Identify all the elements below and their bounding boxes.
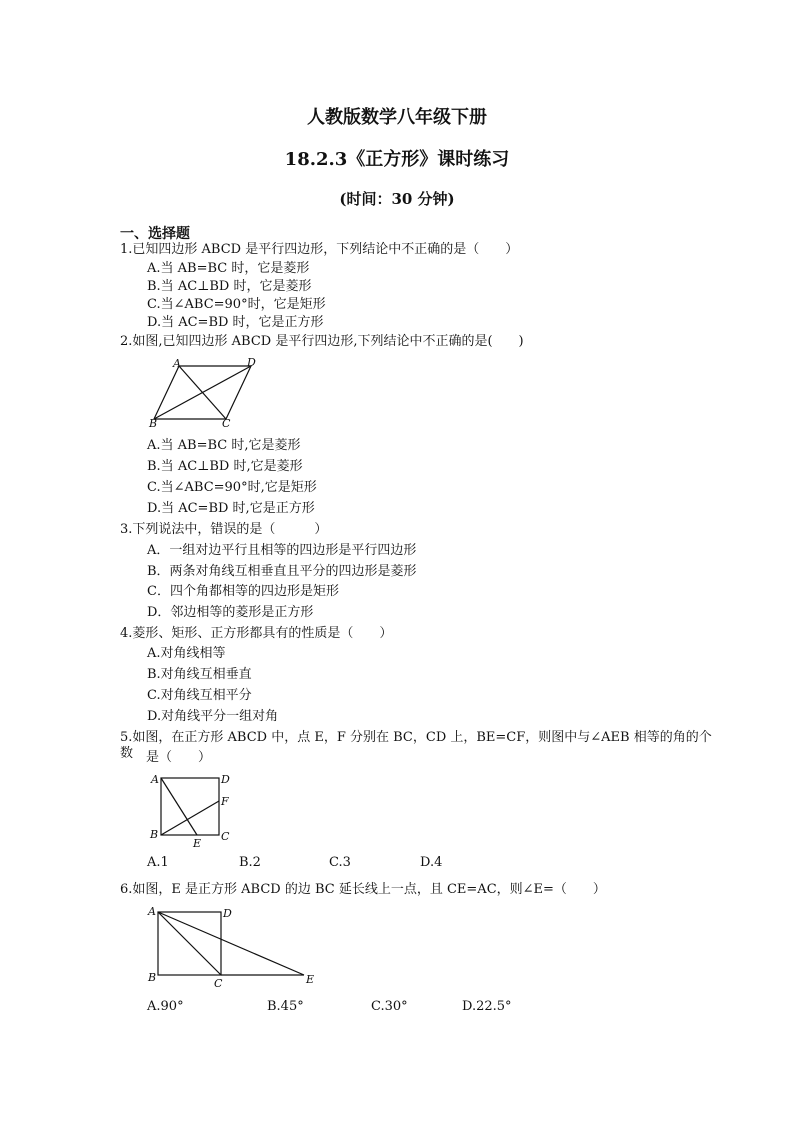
question-5-stem-line-1: 5.如图，在正方形 ABCD 中，点 E，F 分别在 BC，CD 上，BE=CF，则图中与∠AEB 相等的角的个数: [120, 730, 712, 761]
question-5-option-c: C.3: [329, 855, 351, 870]
question-1-option-c: C.当∠ABC=90°时，它是矩形: [147, 297, 326, 312]
question-5-option-a: A.1: [147, 855, 169, 870]
question-2-option-d: D.当 AC=BD 时,它是正方形: [147, 501, 315, 516]
question-4-option-c: C.对角线互相平分: [147, 688, 252, 703]
question-2-option-a: A.当 AB=BC 时,它是菱形: [147, 438, 301, 453]
point-label-b: B: [148, 971, 157, 984]
question-5-stem-line-2: 是（ ）: [146, 750, 212, 765]
segment-bf: [161, 801, 219, 835]
question-6-option-b: B.45°: [267, 999, 304, 1014]
point-label-e: E: [306, 973, 315, 986]
point-label-f: F: [221, 795, 229, 808]
question-3-option-a: A．一组对边平行且相等的四边形是平行四边形: [147, 543, 417, 558]
segment-ac: [158, 912, 221, 975]
question-6-option-c: C.30°: [371, 999, 408, 1014]
document-title: 人教版数学八年级下册: [307, 107, 487, 128]
question-1-option-b: B.当 AC⊥BD 时，它是菱形: [147, 279, 312, 294]
point-label-b: B: [150, 828, 159, 841]
question-2-option-b: B.当 AC⊥BD 时,它是菱形: [147, 459, 303, 474]
question-1-option-a: A.当 AB=BC 时，它是菱形: [147, 261, 310, 276]
section-heading: 一、选择题: [120, 226, 190, 242]
question-2-option-c: C.当∠ABC=90°时,它是矩形: [147, 480, 317, 495]
point-label-e: E: [193, 837, 202, 850]
question-5-figure: [146, 770, 241, 850]
question-5-option-b: B.2: [239, 855, 261, 870]
diagonal-bd: [154, 366, 251, 419]
question-4-option-b: B.对角线互相垂直: [147, 667, 252, 682]
question-4-option-a: A.对角线相等: [147, 646, 226, 661]
point-label-a: A: [151, 773, 159, 786]
point-label-a: A: [148, 905, 156, 918]
segment-ae: [158, 912, 304, 975]
question-3-option-c: C．四个角都相等的四边形是矩形: [147, 584, 339, 599]
question-3-stem: 3.下列说法中，错误的是（ ）: [120, 522, 328, 537]
point-label-c: C: [221, 830, 230, 843]
point-label-d: D: [221, 773, 230, 786]
question-4-stem: 4.菱形、矩形、正方形都具有的性质是（ ）: [120, 626, 393, 641]
point-label-b: B: [149, 417, 158, 429]
question-3-option-b: B．两条对角线互相垂直且平分的四边形是菱形: [147, 564, 417, 579]
point-label-c: C: [214, 977, 223, 990]
question-2-figure: [146, 357, 261, 429]
segment-ae: [161, 778, 197, 835]
point-label-d: D: [247, 357, 256, 369]
question-6-option-d: D.22.5°: [462, 999, 512, 1014]
point-label-d: D: [223, 907, 232, 920]
question-6-stem: 6.如图，E 是正方形 ABCD 的边 BC 延长线上一点，且 CE=AC，则∠E=（ ）: [120, 882, 606, 897]
document-subtitle: 18.2.3《正方形》课时练习: [284, 149, 510, 170]
question-6-figure: [146, 903, 326, 991]
question-1-option-d: D.当 AC=BD 时，它是正方形: [147, 315, 324, 330]
question-6-option-a: A.90°: [147, 999, 184, 1014]
time-limit: (时间：30 分钟): [339, 190, 455, 208]
question-4-option-d: D.对角线平分一组对角: [147, 709, 279, 724]
question-2-stem: 2.如图,已知四边形 ABCD 是平行四边形,下列结论中不正确的是( ): [120, 334, 524, 349]
question-3-option-d: D．邻边相等的菱形是正方形: [147, 605, 314, 620]
point-label-c: C: [222, 417, 231, 429]
point-label-a: A: [173, 357, 181, 370]
question-5-option-d: D.4: [420, 855, 443, 870]
question-1-stem: 1.已知四边形 ABCD 是平行四边形，下列结论中不正确的是（ ）: [120, 242, 519, 257]
